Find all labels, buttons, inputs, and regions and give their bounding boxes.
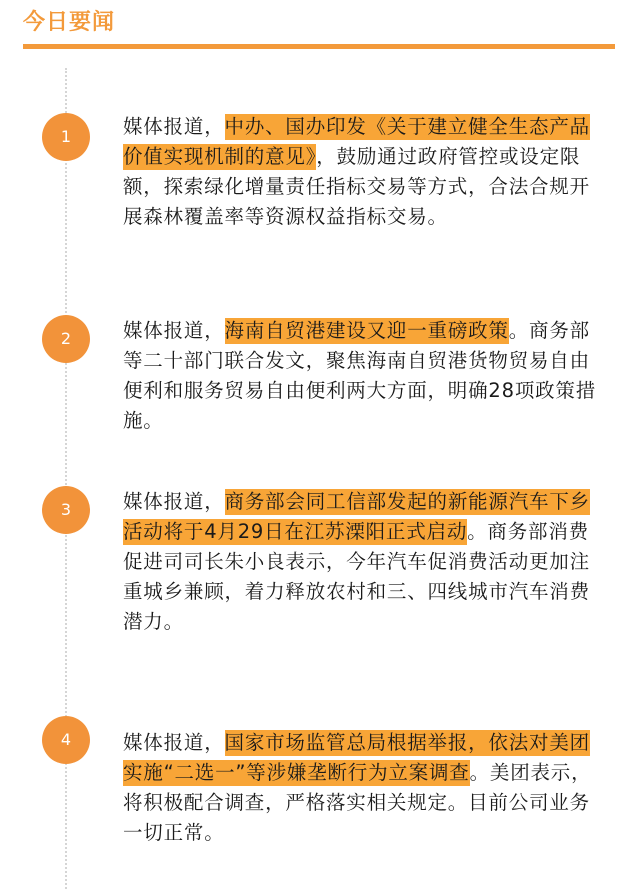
news-body: 。商务部消费促进司司长朱小良表示，今年汽车促消费活动更加注重城乡兼顾，着力释放农村和三、四线城市汽车消费潜力。 <box>123 520 590 633</box>
section-title: 今日要闻 <box>23 10 116 35</box>
item-number-badge: 4 <box>42 716 90 764</box>
news-prefix: 媒体报道， <box>123 731 225 754</box>
news-text <box>123 487 608 637</box>
news-body: ，鼓励通过政府管控或设定限额，探索绿化增量责任指标交易等方式，合法合规开展森林覆盖率等资源权益指标交易。 <box>123 145 590 228</box>
section-header <box>0 0 640 52</box>
news-body: 。商务部等二十部门联合发文，聚焦海南自贸港货物贸易自由便利和服务贸易自由便利两大方面，明确28项政策措施。 <box>123 319 597 432</box>
news-headline-highlight: 国家市场监管总局根据举报，依法对美团实施“二选一”等涉嫌垄断行为立案调查 <box>123 731 590 784</box>
item-number-badge: 2 <box>42 315 90 363</box>
news-prefix: 媒体报道， <box>123 319 225 342</box>
timeline-dotted-line <box>65 68 67 889</box>
item-number-badge: 1 <box>42 113 90 161</box>
news-text <box>123 112 608 232</box>
news-headline-highlight: 海南自贸港建设又迎一重磅政策 <box>224 319 509 342</box>
news-text <box>123 316 608 436</box>
news-prefix: 媒体报道， <box>123 115 225 138</box>
header-underline <box>23 44 615 49</box>
news-headline-highlight: 中办、国办印发《关于建立健全生态产品价值实现机制的意见》 <box>123 115 590 168</box>
news-headline-highlight: 商务部会同工信部发起的新能源汽车下乡活动将于4月29日在江苏溧阳正式启动 <box>123 490 590 543</box>
item-number-badge: 3 <box>42 486 90 534</box>
news-text <box>123 728 608 848</box>
news-body: 。美团表示，将积极配合调查，严格落实相关规定。目前公司业务一切正常。 <box>123 761 592 844</box>
news-prefix: 媒体报道， <box>123 490 225 513</box>
